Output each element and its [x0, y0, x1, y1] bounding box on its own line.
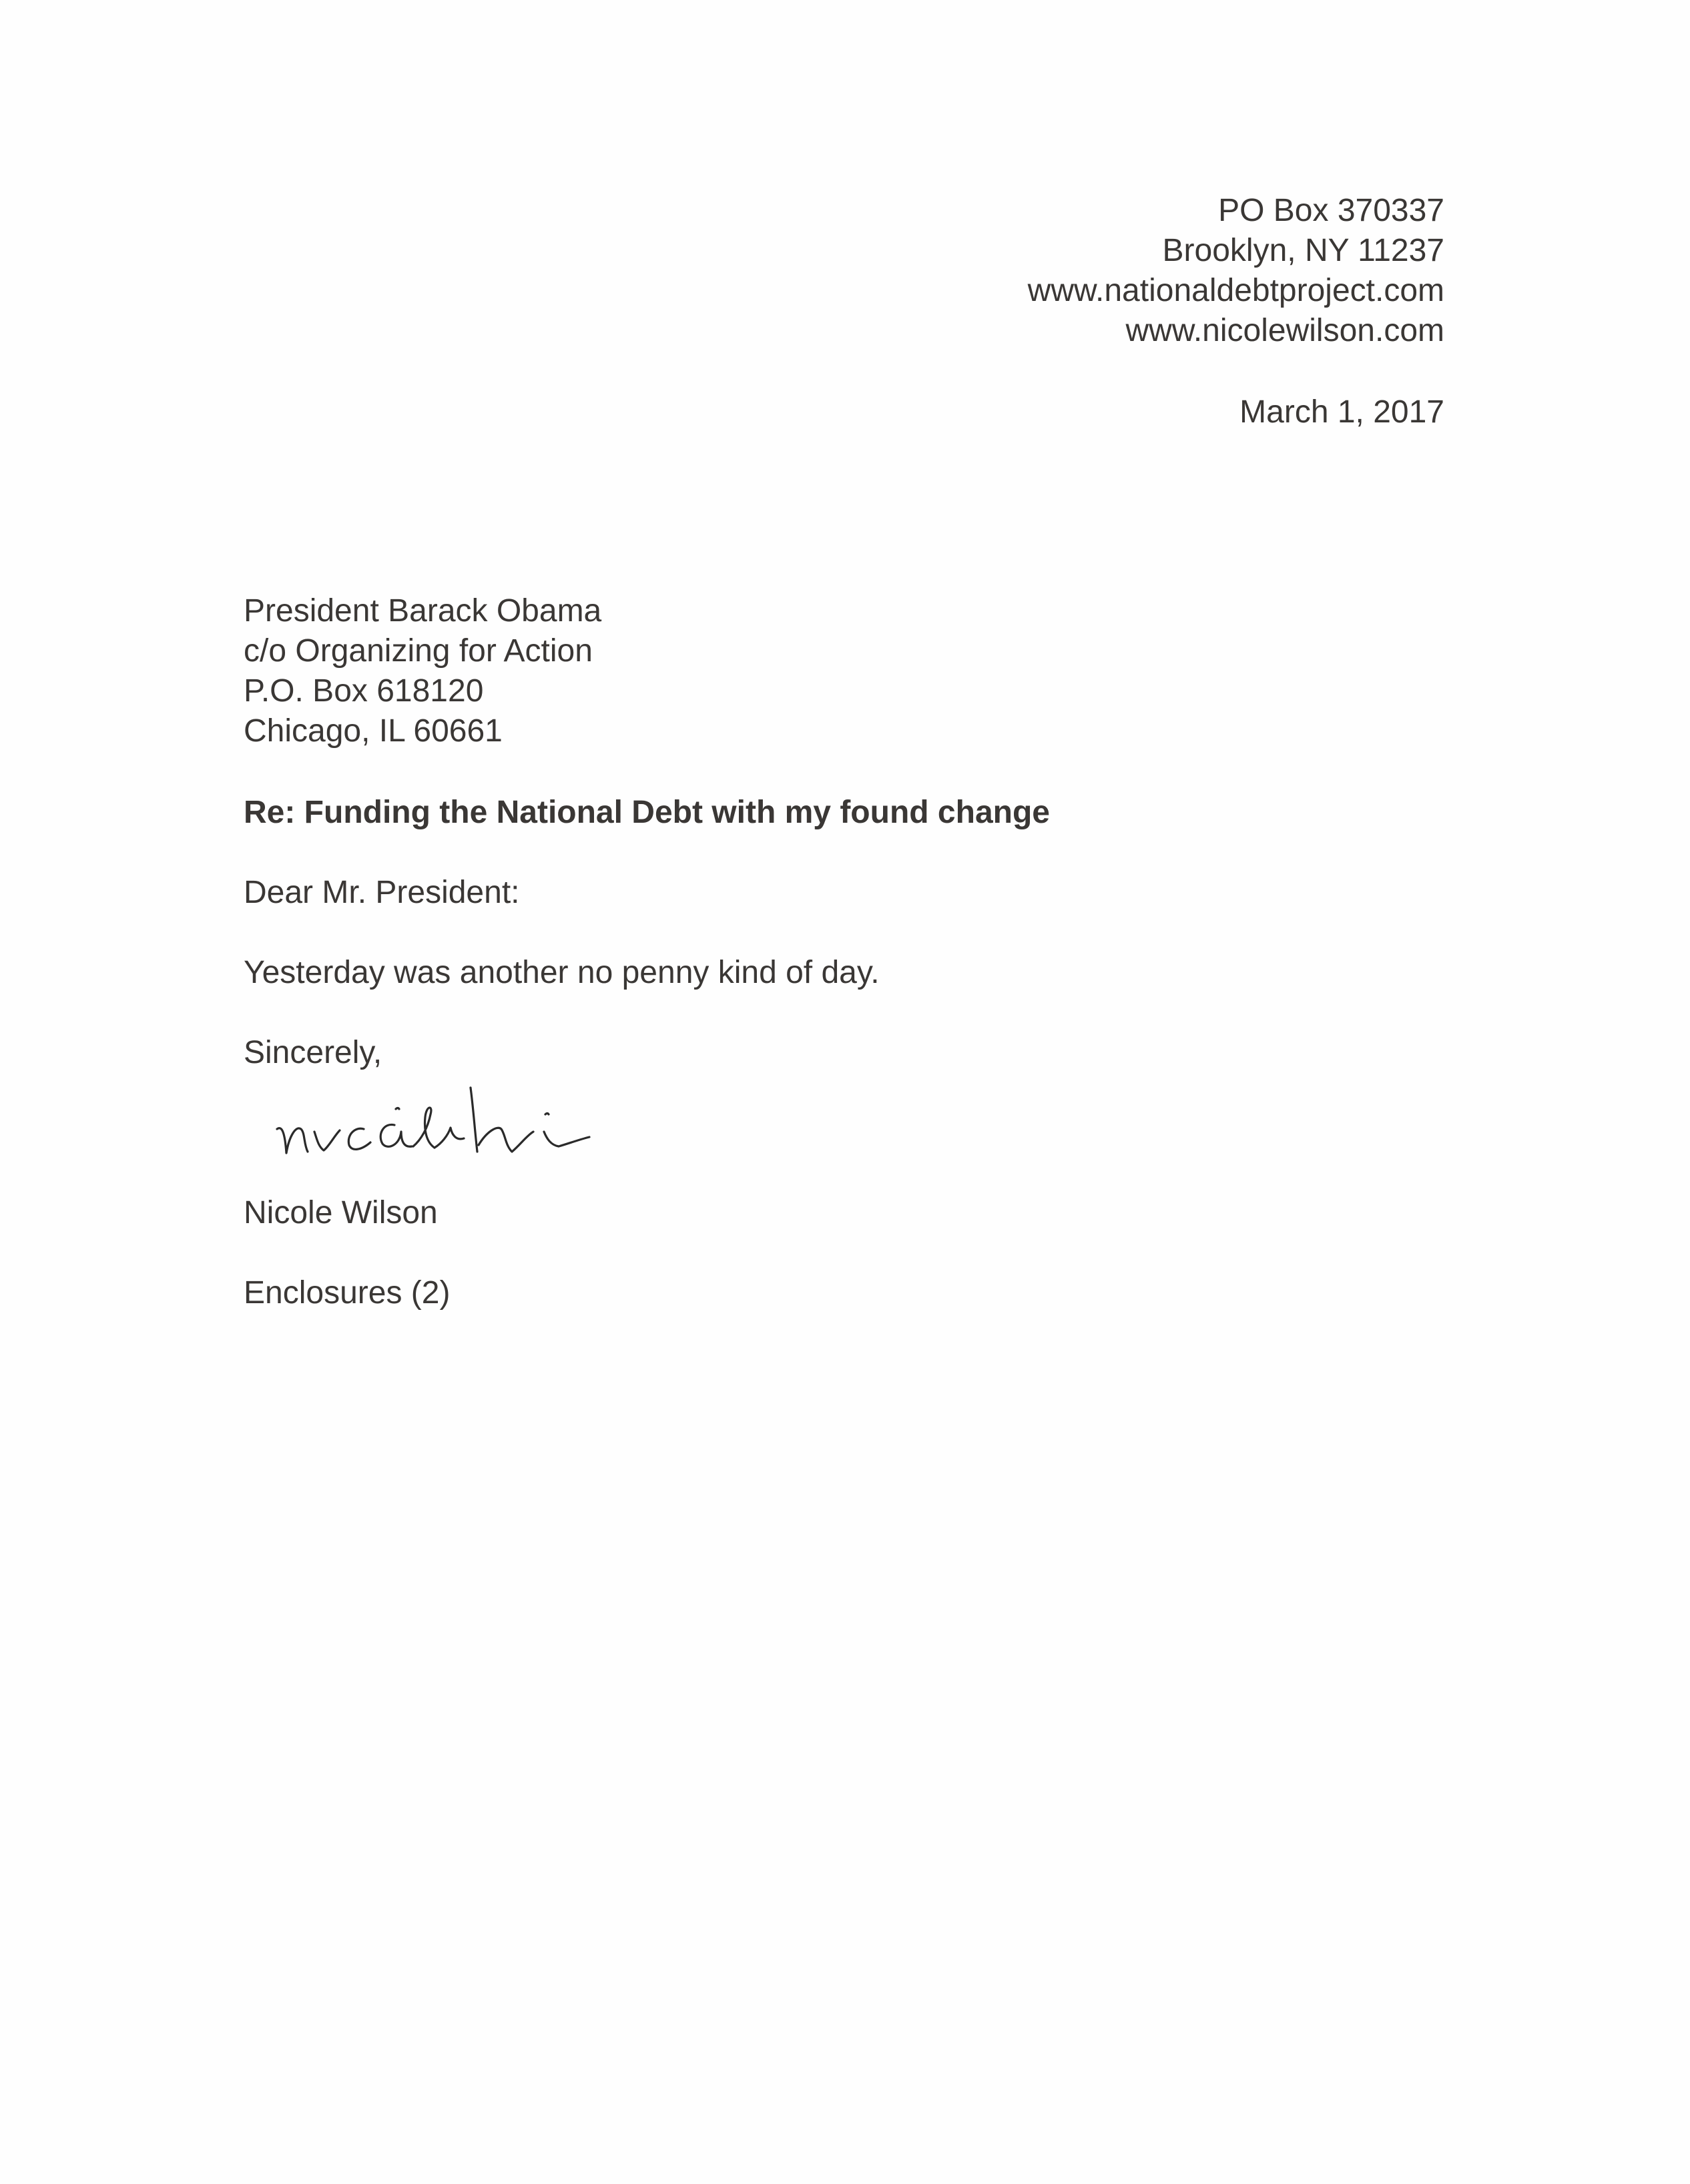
recipient-po-box: P.O. Box 618120 [244, 673, 484, 709]
subject-line: Re: Funding the National Debt with my found change [244, 795, 1050, 830]
sender-website-2: www.nicolewilson.com [1125, 313, 1444, 348]
enclosures-note: Enclosures (2) [244, 1275, 451, 1311]
closing: Sincerely, [244, 1035, 382, 1070]
recipient-address-block [244, 591, 601, 751]
sender-address-block [1028, 191, 1444, 351]
sender-address-line2: Brooklyn, NY 11237 [1162, 233, 1444, 268]
recipient-name: President Barack Obama [244, 593, 602, 629]
handwritten-signature [270, 1068, 657, 1174]
recipient-care-of: c/o Organizing for Action [244, 633, 593, 669]
sender-website-1: www.nationaldebtproject.com [1027, 273, 1444, 308]
letter-body: Yesterday was another no penny kind of day. [244, 955, 880, 990]
signer-name: Nicole Wilson [244, 1195, 438, 1230]
letter-date: March 1, 2017 [1239, 394, 1444, 430]
salutation: Dear Mr. President: [244, 875, 520, 910]
sender-address-line1: PO Box 370337 [1218, 193, 1444, 228]
recipient-city-state-zip: Chicago, IL 60661 [244, 713, 503, 749]
